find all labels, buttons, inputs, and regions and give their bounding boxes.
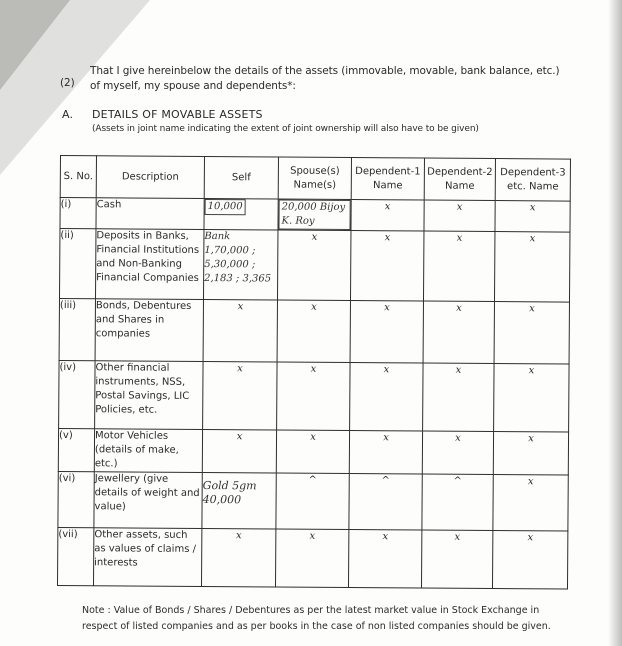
row-dependent-2-value: x [424,200,495,231]
row-spouse-value: x [276,430,349,474]
row-description: Cash [96,198,204,230]
row-dependent-1-value: x [350,301,423,364]
row-dependent-2-value: x [422,431,493,474]
row-self-value [204,199,278,231]
row-sno: (vii) [57,527,93,585]
row-self-value: x [201,528,275,587]
intro-paragraph [62,64,562,94]
row-sno: (ii) [59,229,95,299]
row-spouse-value: ^ [276,473,349,530]
row-spouse-value: x [275,529,348,588]
row-dependent-3-value: x [495,201,570,233]
self-handwritten: 10,000 [205,199,246,215]
section-note: (Assets in joint name indicating the extent of joint ownership will also have to be given) [92,124,479,134]
row-spouse-value [278,199,351,231]
intro-number: (2) [60,77,75,89]
row-description: Other financial instruments, NSS, Postal Savings, LIC Policies, etc. [95,361,203,430]
footnote: Note : Value of Bonds / Shares / Debentures as per the latest market value in Stock Exchange in respect of listed companies and as per books in the case of non listed companies should be given. [82,605,551,632]
spouse-handwritten: 20,000 Bijoy K. Roy [278,200,350,231]
intro-text: That I give hereinbelow the details of the assets (immovable, movable, bank balance, etc.) of myself, my spouse and dependents*: [90,65,560,92]
row-dependent-1-value: x [350,231,423,302]
row-self-value: x [203,362,277,431]
header-dependent-3: Dependent-3 etc. Name [495,159,570,202]
row-dependent-2-value: x [423,301,494,363]
row-spouse-value: x [277,362,350,431]
row-dependent-3-value: x [493,475,568,532]
table-header-row [60,156,570,202]
row-dependent-2-value: x [423,231,494,301]
table-row [57,527,567,589]
header-description: Description [96,156,204,199]
header-dependent-1: Dependent-1 Name [351,158,424,201]
row-description: Motor Vehicles (details of make, etc.) [94,429,202,473]
row-spouse-value: x [277,230,350,301]
row-dependent-2-value: x [423,363,494,431]
table-row [59,360,569,432]
row-description: Bonds, Debentures and Shares in companies [95,299,203,362]
table-row [59,229,569,303]
row-dependent-3-value: x [493,432,568,476]
row-dependent-1-value: ^ [349,474,422,531]
header-self: Self [204,157,278,200]
row-dependent-2-value: ^ [422,474,493,530]
row-dependent-3-value: x [494,232,569,303]
row-sno: (i) [60,198,96,229]
row-dependent-1-value: x [351,200,424,232]
row-description: Other assets, such as values of claims / interests [93,528,201,587]
row-dependent-1-value: x [348,530,421,589]
row-self-value: x [202,430,276,474]
row-self-value: Gold 5gm 40,000 [202,473,276,530]
movable-assets-table [57,155,571,590]
header-spouse: Spouse(s) Name(s) [278,157,351,200]
section-heading [62,108,263,121]
row-description: Deposits in Banks, Financial Institutions and Non-Banking Financial Companies [95,229,203,300]
row-self-value: Bank 1,70,000 ; 5,30,000 ; 2,183 ; 3,365 [203,230,277,301]
section-title: DETAILS OF MOVABLE ASSETS [92,108,263,121]
row-dependent-3-value: x [494,364,569,433]
row-dependent-3-value: x [494,302,569,365]
row-self-value: x [203,300,277,363]
header-sno: S. No. [60,156,96,198]
row-dependent-3-value: x [492,531,567,590]
row-sno: (vi) [58,471,94,527]
row-sno: (iv) [59,360,95,428]
row-sno: (v) [58,428,94,471]
row-dependent-2-value: x [421,530,492,588]
row-description: Jewellery (give details of weight and value) [94,472,202,529]
header-dependent-2: Dependent-2 Name [424,158,495,200]
row-sno: (iii) [59,299,95,361]
table-row [58,471,568,531]
table-row [60,198,570,233]
row-dependent-1-value: x [349,431,422,475]
section-letter: A. [62,108,74,121]
table-row [59,299,569,365]
table-row [58,428,568,475]
row-spouse-value: x [277,300,350,363]
row-dependent-1-value: x [350,363,423,432]
